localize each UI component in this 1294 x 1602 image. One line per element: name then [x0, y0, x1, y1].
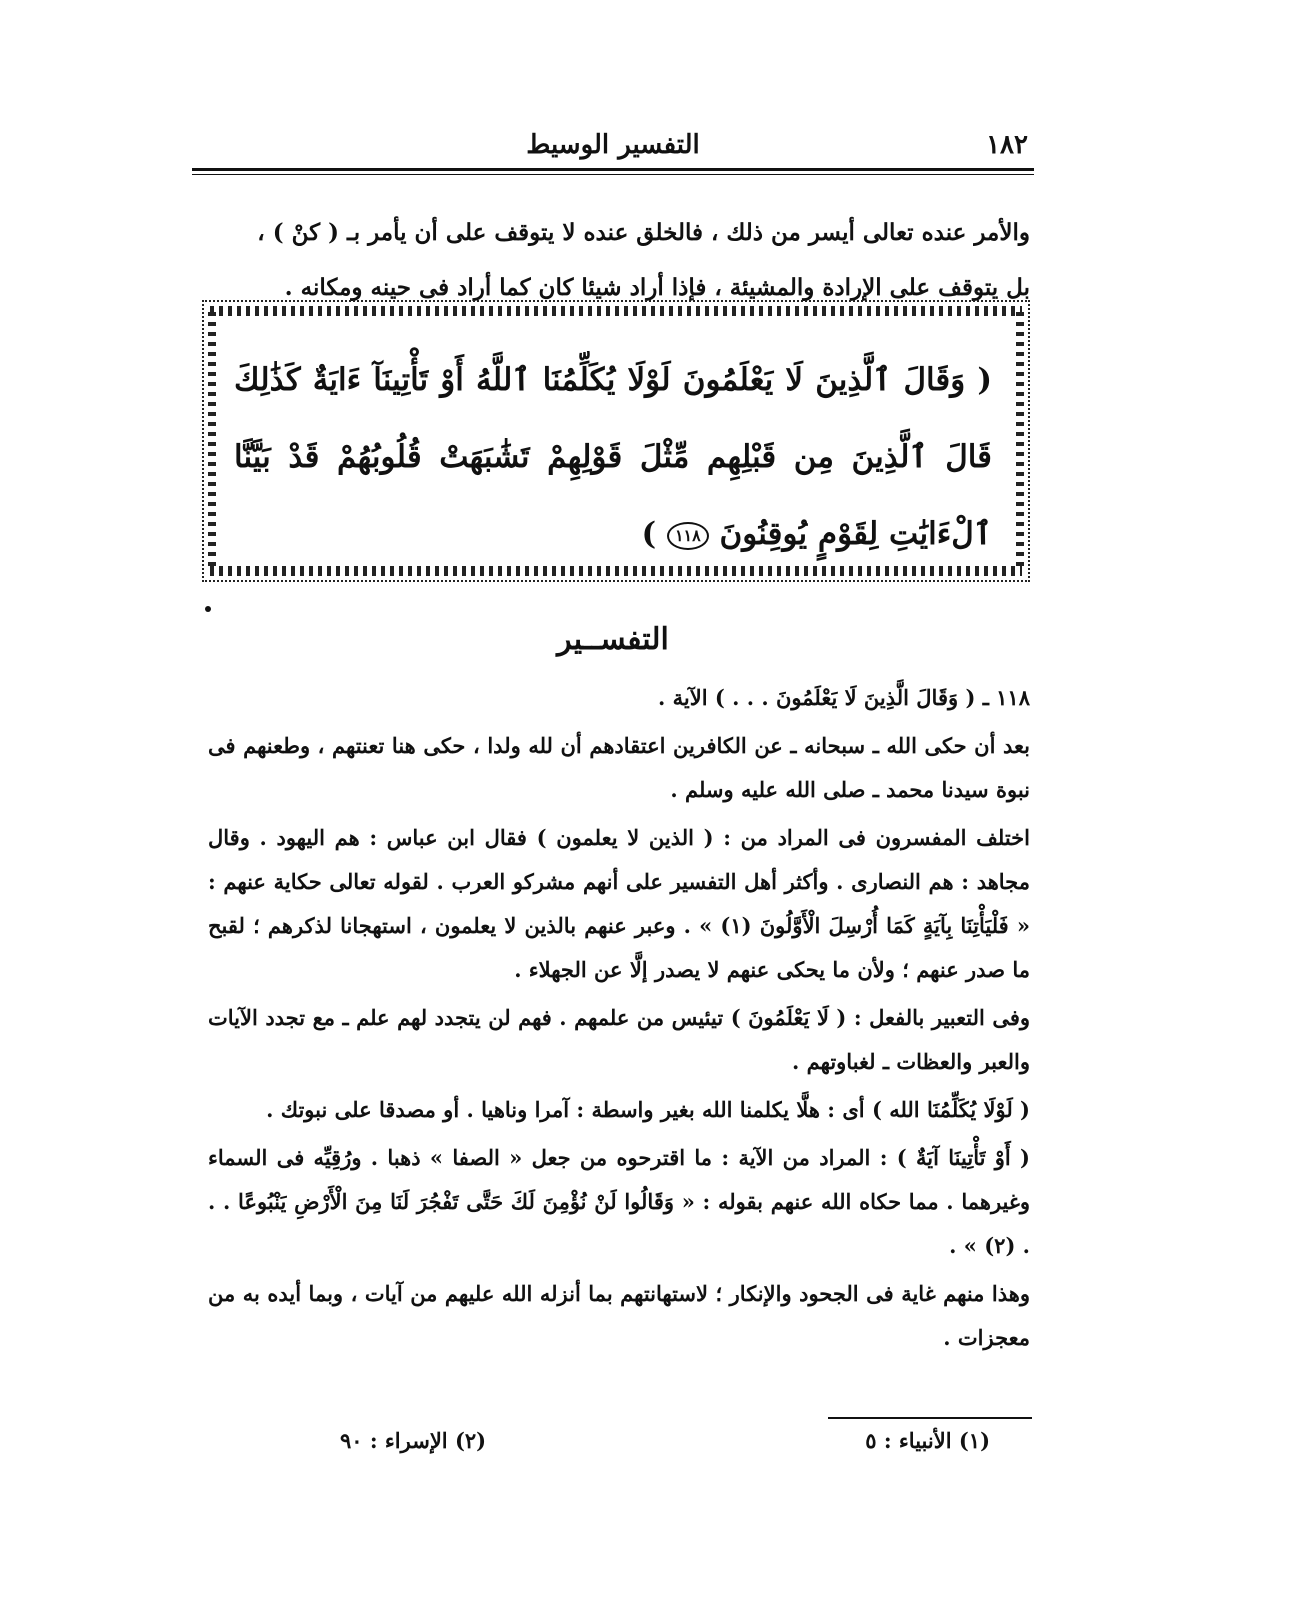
paragraph-3: اختلف المفسرون فى المراد من : ( الذين لا يعلمون ) فقال ابن عباس : هم اليهود . وقال مجاهد : هم النصارى . وأكثر أهل التفسير على أنهم مشركو العرب . لقوله تعالى حكاية عنهم : « فَلْيَأْتِنَا بِآيَةٍ كَمَا أُرْسِلَ الْأَوَّلُونَ (١) » . وعبر عنهم بالذين لا يعلمون ، استهجانا لذكرهم ؛ لقبح ما صدر عنهم ؛ ولأن ما يحكى عنهم لا يصدر إلَّا عن الجهلاء . [208, 825, 1030, 982]
dot-mark [205, 606, 211, 612]
running-title: التفسير الوسيط [526, 130, 700, 160]
paragraph-1: ١١٨ ـ ( وَقَالَ الَّذِينَ لَا يَعْلَمُونَ . . . ) الآية . [658, 685, 1030, 710]
verse-frame [202, 300, 1030, 582]
intro-text [210, 205, 1030, 315]
footnote-2: (٢) الإسراء : ٩٠ [340, 1428, 487, 1453]
footnote-rule [828, 1417, 1032, 1419]
commentary-body [208, 676, 1030, 1364]
paragraph-7: وهذا منهم غاية فى الجحود والإنكار ؛ لاستهانتهم بما أنزله الله عليهم من آيات ، وبما أيده به من معجزات . [208, 1281, 1030, 1350]
footnotes [340, 1428, 990, 1462]
quran-verse [234, 342, 992, 573]
ornament-border-top [210, 306, 1022, 316]
page-number: ١٨٢ [986, 130, 1028, 160]
verse-close-paren: ) [641, 516, 657, 552]
intro-line-2: بل يتوقف على الإرادة والمشيئة ، فإذا أراد شيئا كان كما أراد فى حينه ومكانه . [284, 274, 1030, 301]
header-rule-thin [192, 174, 1034, 175]
verse-number-marker: ١١٨ [667, 522, 709, 550]
footnote-1: (١) الأنبياء : ٥ [865, 1428, 990, 1453]
ornament-border-right [1016, 312, 1024, 570]
section-heading: التفســير [557, 622, 669, 657]
paragraph-6: ( أَوْ تَأْتِينَا آيَةٌ ) : المراد من الآية : ما اقترحوه من جعل « الصفا » ذهبا . ورُقِيِّه فى السماء وغيرهما . مما حكاه الله عنهم بقوله : « وَقَالُوا لَنْ نُؤْمِنَ لَكَ حَتَّى تَفْجُرَ لَنَا مِنَ الْأَرْضِ يَنْبُوعًا . . . (٢) » . [208, 1145, 1030, 1258]
intro-line-1: والأمر عنده تعالى أيسر من ذلك ، فالخلق عنده لا يتوقف على أن يأمر بـ ( كنْ ) ، [257, 219, 1030, 246]
header-rule [192, 168, 1034, 171]
ornament-border-left [208, 312, 216, 570]
verse-body: ( وَقَالَ ٱلَّذِينَ لَا يَعْلَمُونَ لَوْلَا يُكَلِّمُنَا ٱللَّهُ أَوْ تَأْتِينَآ ءَايَةٌ كَذَٰلِكَ قَالَ ٱلَّذِينَ مِن قَبْلِهِم مِّثْلَ قَوْلِهِمْ تَشَٰبَهَتْ قُلُوبُهُمْ قَدْ بَيَّنَّا ٱلْءَايَٰتِ لِقَوْمٍ يُوقِنُونَ [234, 362, 992, 552]
paragraph-2: بعد أن حكى الله ـ سبحانه ـ عن الكافرين اعتقادهم أن لله ولدا ، حكى هنا تعنتهم ، وطعنهم فى نبوة سيدنا محمد ـ صلى الله عليه وسلم . [208, 733, 1030, 802]
page-header [192, 130, 1034, 164]
paragraph-4: وفى التعبير بالفعل : ( لَا يَعْلَمُونَ ) تيئيس من علمهم . فهم لن يتجدد لهم علم ـ مع تجدد الآيات والعبر والعظات ـ لغباوتهم . [208, 1005, 1030, 1074]
paragraph-5: ( لَوْلَا يُكَلِّمُنَا الله ) أى : هلَّا يكلمنا الله بغير واسطة : آمرا وناهيا . أو مصدقا على نبوتك . [266, 1097, 1030, 1122]
